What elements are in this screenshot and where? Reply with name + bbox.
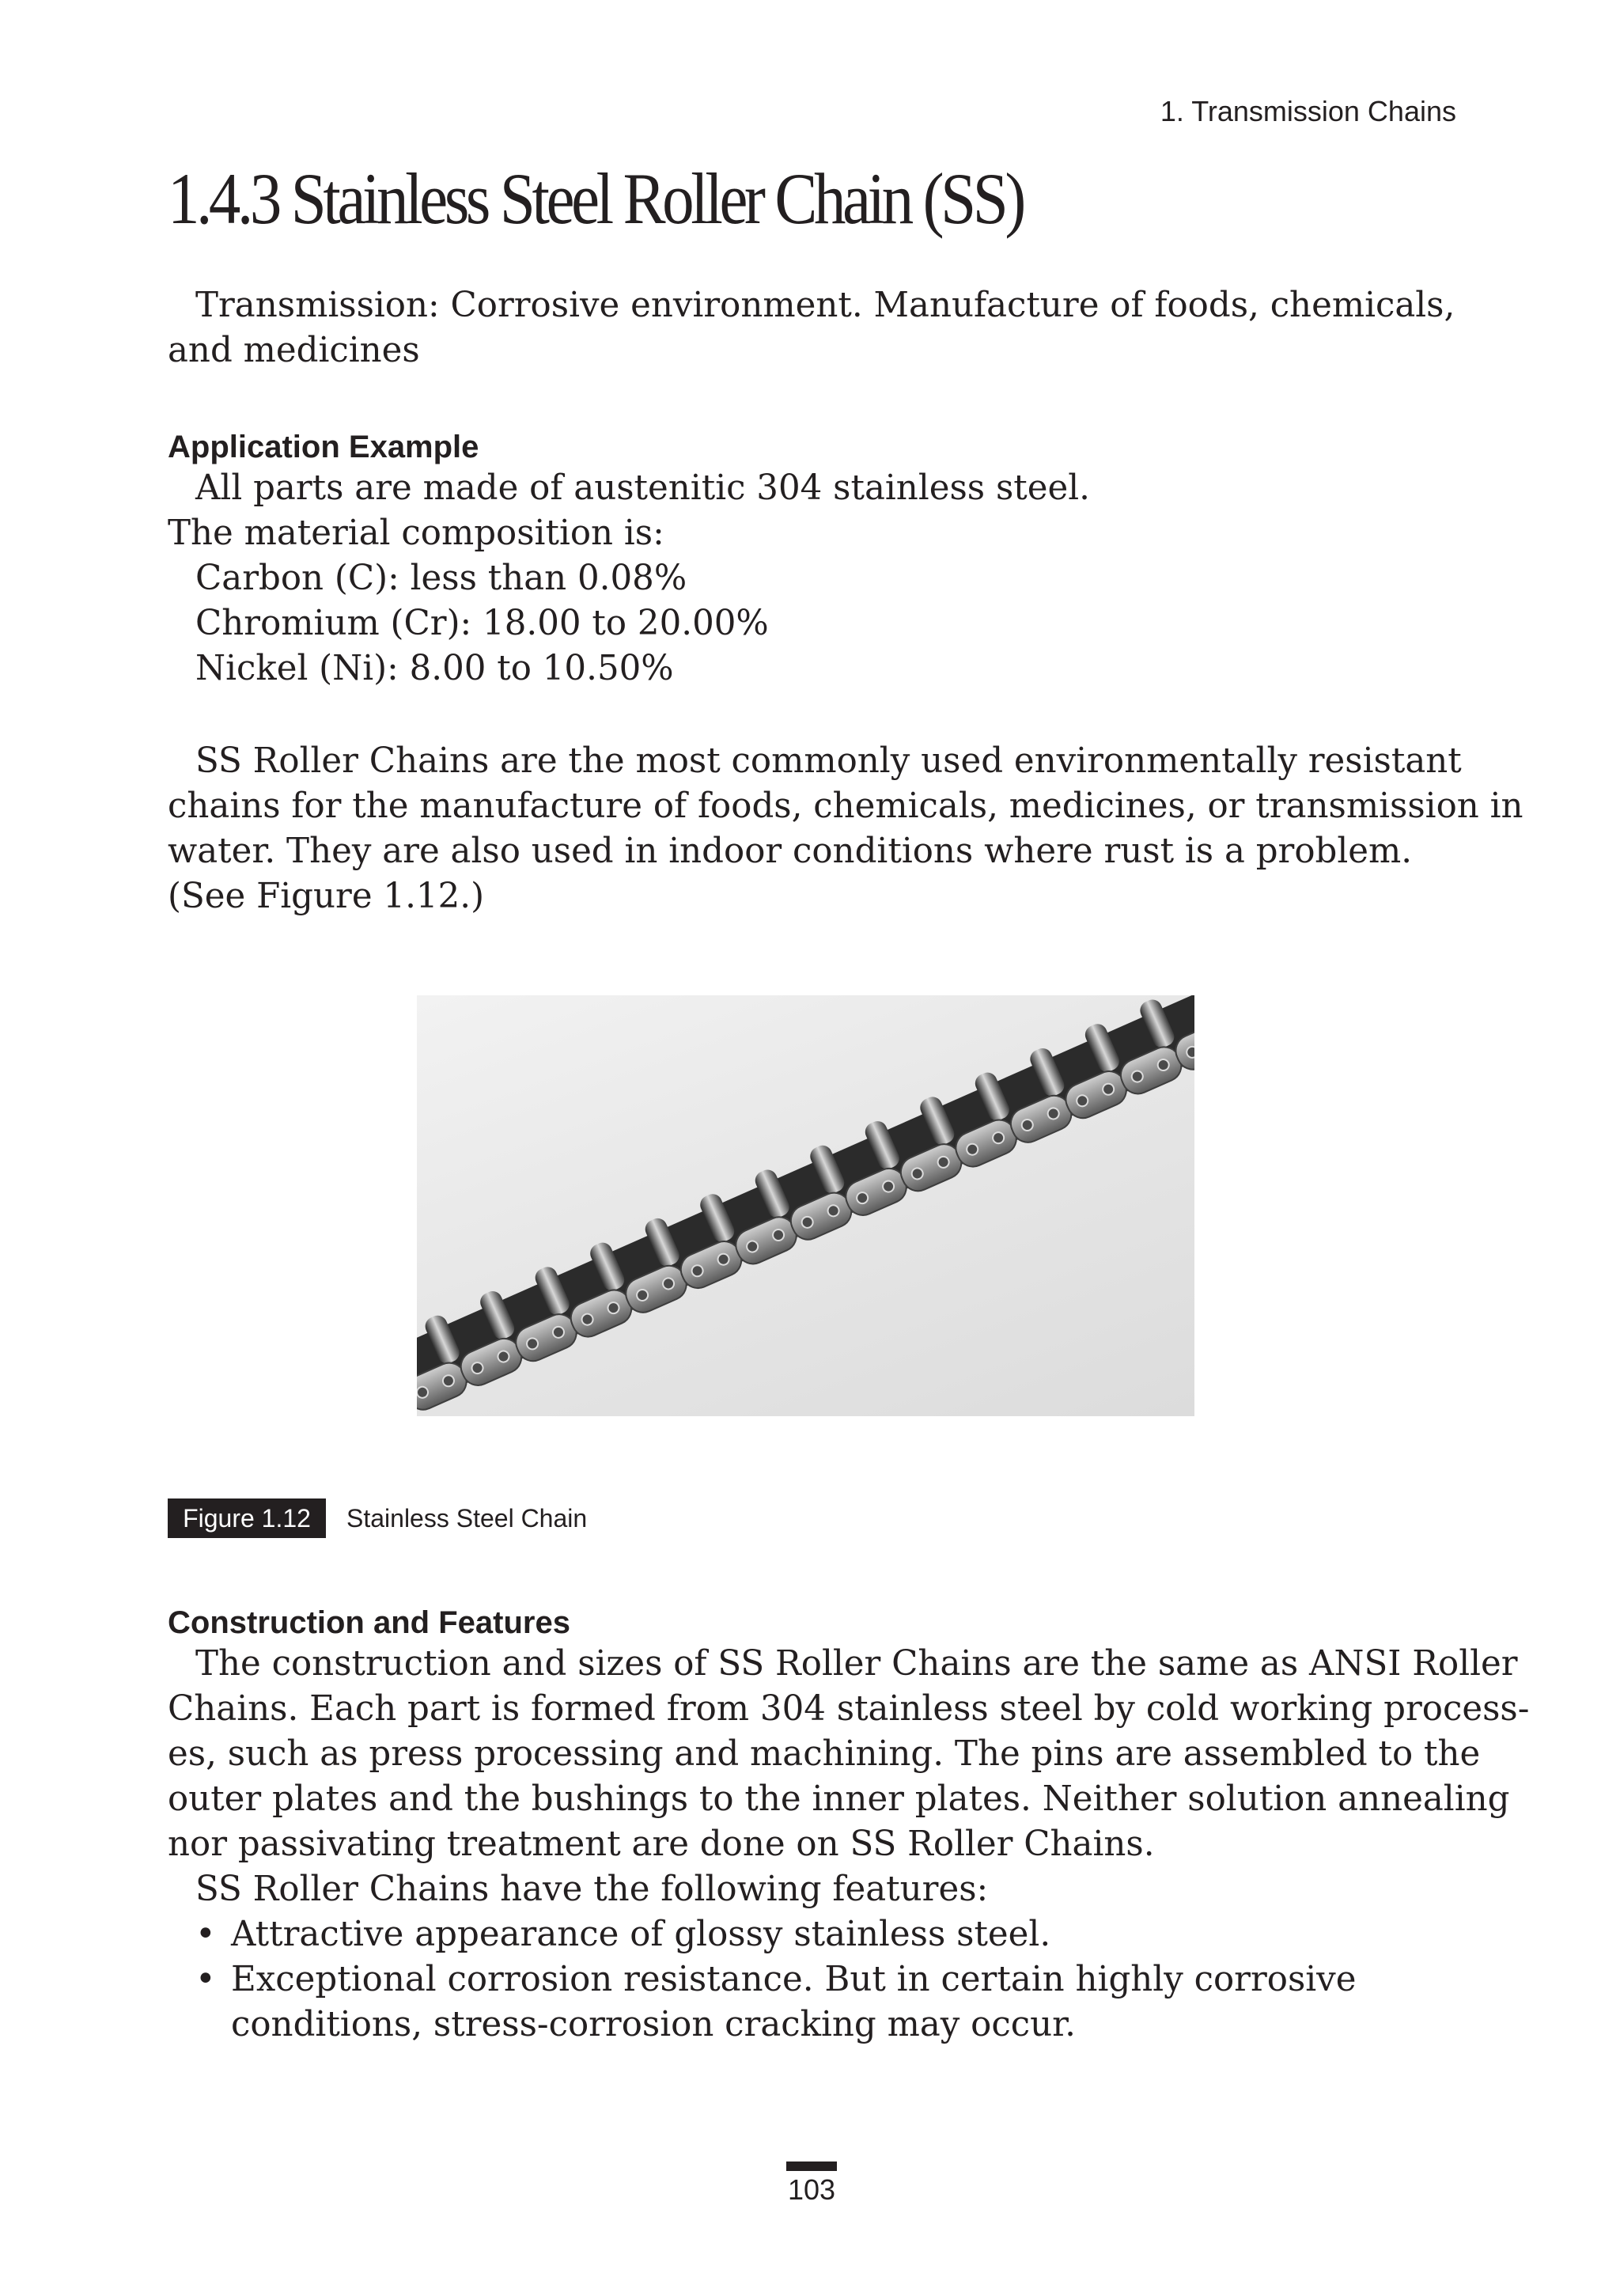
construction-paragraph (168, 1642, 1530, 2048)
figure-caption: Stainless Steel Chain (346, 1504, 588, 1533)
feature-bullet (168, 1912, 1465, 1957)
chain-photo (417, 995, 1194, 1416)
construction-line: es, such as press processing and machining. The pins are assembled to the (168, 1734, 1481, 1774)
usage-line: SS Roller Chains are the most commonly used environmentally resistant (195, 741, 1462, 781)
construction-line: outer plates and the bushings to the inner plates. Neither solution annealing (168, 1779, 1510, 1819)
feature-text: Exceptional corrosion resistance. But in certain highly corrosive (231, 1960, 1357, 1999)
page-number: 103 (787, 2173, 836, 2206)
composition-chromium: Chromium (Cr): 18.00 to 20.00% (195, 604, 769, 643)
bullet-icon: • (195, 1960, 216, 1999)
running-head: 1. Transmission Chains (1160, 95, 1456, 127)
intro-line: Transmission: Corrosive environment. Manufacture of foods, chemicals, (195, 286, 1455, 325)
roller-chain-image (417, 995, 1194, 1416)
feature-bullet-continuation: conditions, stress-corrosion cracking may occur. (231, 2005, 1076, 2044)
section-title: 1.4.3 Stainless Steel Roller Chain (SS) (168, 158, 1023, 239)
page-number-bar (786, 2161, 837, 2171)
application-paragraph (168, 466, 1465, 691)
figure-label: Figure 1.12 (168, 1498, 326, 1538)
composition-carbon: Carbon (C): less than 0.08% (195, 559, 687, 598)
construction-heading: Construction and Features (168, 1605, 570, 1640)
usage-line: water. They are also used in indoor conditions where rust is a problem. (168, 832, 1413, 871)
feature-text: Attractive appearance of glossy stainless steel. (231, 1915, 1051, 1954)
application-line: All parts are made of austenitic 304 stainless steel. (195, 468, 1090, 508)
composition-nickel: Nickel (Ni): 8.00 to 10.50% (195, 649, 674, 688)
construction-line: Chains. Each part is formed from 304 stainless steel by cold working process- (168, 1689, 1530, 1729)
usage-line: chains for the manufacture of foods, chemicals, medicines, or transmission in (168, 786, 1523, 826)
intro-paragraph (168, 283, 1465, 373)
intro-line: and medicines (168, 331, 420, 370)
chain-links (417, 995, 1194, 1416)
feature-bullet (168, 1957, 1465, 2002)
construction-line: nor passivating treatment are done on SS Roller Chains. (168, 1824, 1155, 1864)
features-intro-line: SS Roller Chains have the following features: (195, 1870, 989, 1909)
construction-line: The construction and sizes of SS Roller Chains are the same as ANSI Roller (195, 1644, 1518, 1684)
usage-line: (See Figure 1.12.) (168, 877, 485, 916)
application-heading: Application Example (168, 430, 479, 464)
bullet-icon: • (195, 1915, 216, 1954)
application-line: The material composition is: (168, 513, 664, 553)
usage-paragraph (168, 739, 1523, 919)
